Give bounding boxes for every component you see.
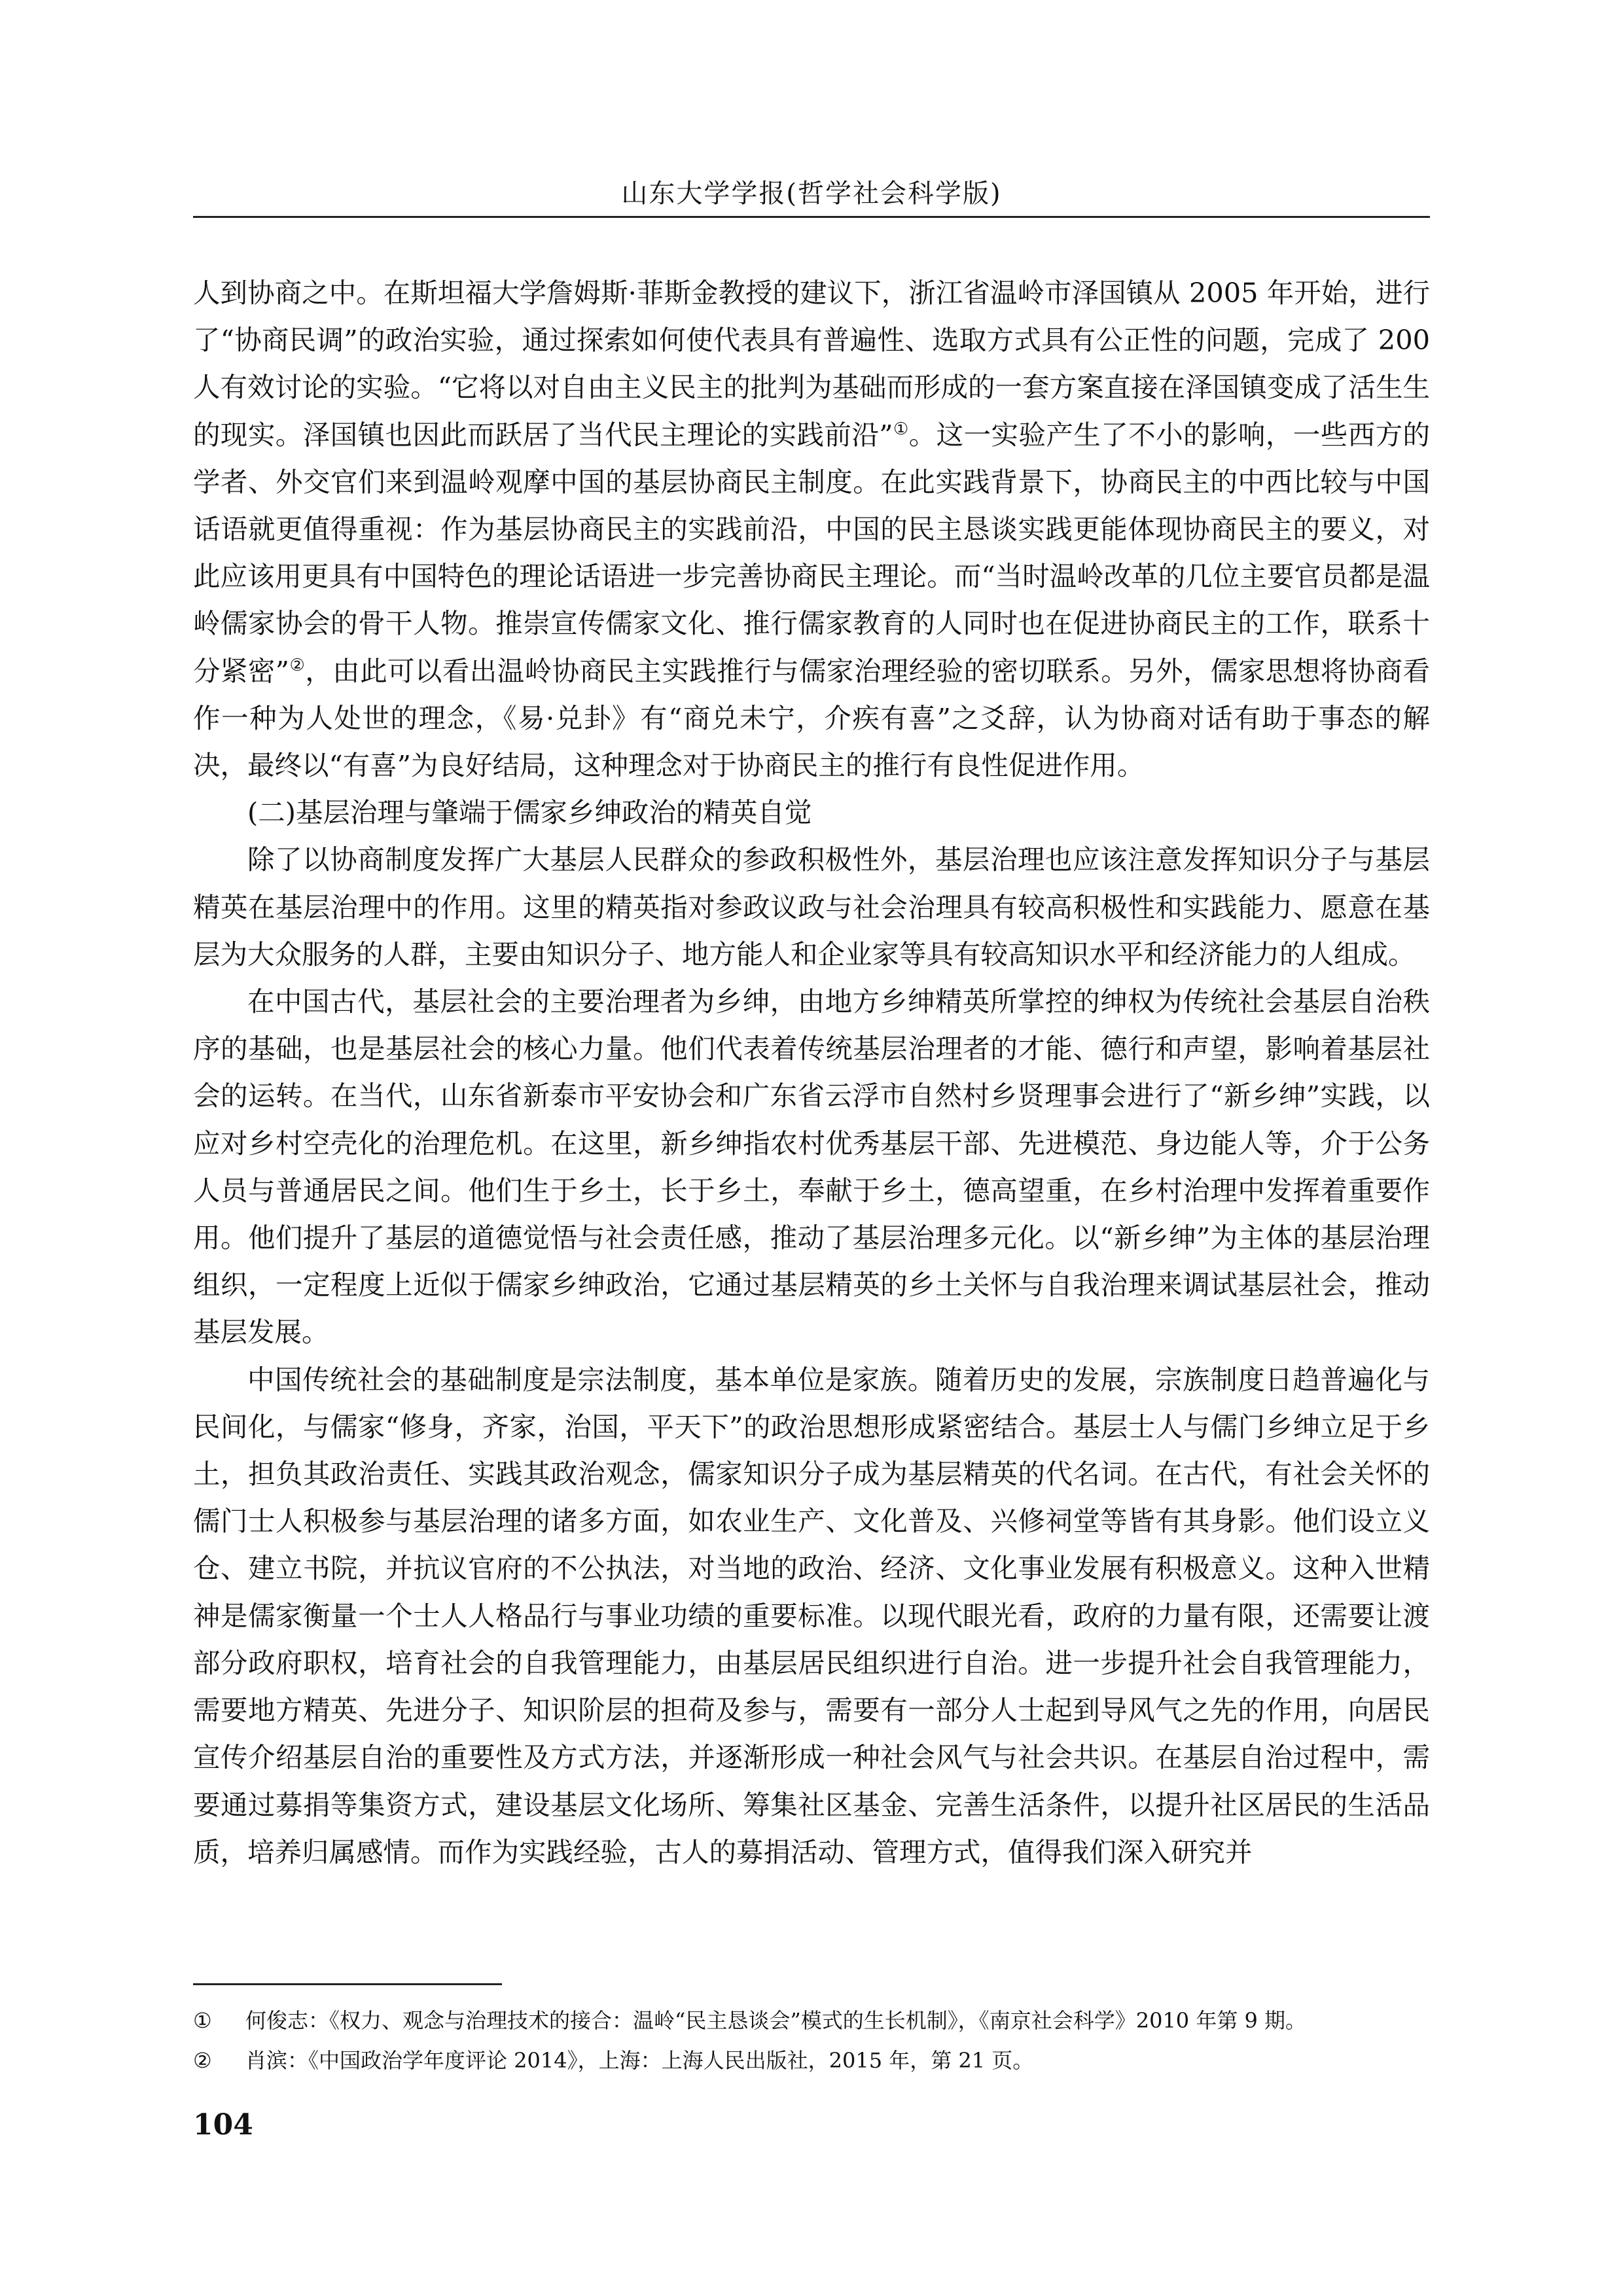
footnote-2-mark: ② (193, 2048, 212, 2073)
footnote-1-text: 何俊志：《权力、观念与治理技术的接合：温岭“民主恳谈会”模式的生长机制》，《南京社会科学》2010 年第 9 期。 (245, 2008, 1307, 2033)
footnote-ref-1: ① (893, 419, 909, 439)
footnote-2-text: 肖滨：《中国政治学年度评论 2014》，上海：上海人民出版社，2015 年，第 21 页。 (245, 2048, 1034, 2073)
page-number: 104 (193, 2108, 253, 2142)
paragraph-4: 中国传统社会的基础制度是宗法制度，基本单位是家族。随着历史的发展，宗族制度日趋普遍化与民间化，与儒家“修身，齐家，治国，平天下”的政治思想形成紧密结合。基层士人与儒门乡绅立足于乡土，担负其政治责任、实践其政治观念，儒家知识分子成为基层精英的代名词。在古代，有社会关怀的儒门士人积极参与基层治理的诸多方面，如农业生产、文化普及、兴修祠堂等皆有其身影。他们设立义仓、建立书院，并抗议官府的不公执法，对当地的政治、经济、文化事业发展有积极意义。这种入世精神是儒家衡量一个士人人格品行与事业功绩的重要标准。以现代眼光看，政府的力量有限，还需要让渡部分政府职权，培育社会的自我管理能力，由基层居民组织进行自治。进一步提升社会自我管理能力，需要地方精英、先进分子、知识阶层的担荷及参与，需要有一部分人士起到导风气之先的作用，向居民宣传介绍基层自治的重要性及方式方法，并逐渐形成一种社会风气与社会共识。在基层自治过程中，需要通过募捐等集资方式，建设基层文化场所、筹集社区基金、完善生活条件，以提升社区居民的生活品质，培养归属感情。而作为实践经验，古人的募捐活动、管理方式，值得我们深入研究并 (193, 1363, 1430, 1868)
footnote-2 (193, 2041, 1430, 2081)
section-heading: (二)基层治理与肇端于儒家乡绅政治的精英自觉 (247, 796, 812, 829)
paragraph-1 (193, 270, 1430, 789)
footnote-rule (193, 1983, 502, 1985)
paragraph-1-part-2: 。这一实验产生了不小的影响，一些西方的学者、外交官们来到温岭观摩中国的基层协商民主制度。在此实践背景下，协商民主的中西比较与中国话语就更值得重视：作为基层协商民主的实践前沿，中国的民主恳谈实践更能体现协商民主的要义，对此应该用更具有中国特色的理论话语进一步完善协商民主理论。而“当时温岭改革的几位主要官员都是温岭儒家协会的骨干人物。推崇宣传儒家文化、推行儒家教育的人同时也在促进协商民主的工作，联系十分紧密” (193, 418, 1431, 687)
paragraph-3: 在中国古代，基层社会的主要治理者为乡绅，由地方乡绅精英所掌控的绅权为传统社会基层自治秩序的基础，也是基层社会的核心力量。他们代表着传统基层治理者的才能、德行和声望，影响着基层社会的运转。在当代，山东省新泰市平安协会和广东省云浮市自然村乡贤理事会进行了“新乡绅”实践，以应对乡村空壳化的治理危机。在这里，新乡绅指农村优秀基层干部、先进模范、身边能人等，介于公务人员与普通居民之间。他们生于乡土，长于乡土，奉献于乡土，德高望重，在乡村治理中发挥着重要作用。他们提升了基层的道德觉悟与社会责任感，推动了基层治理多元化。以“新乡绅”为主体的基层治理组织，一定程度上近似于儒家乡绅政治，它通过基层精英的乡土关怀与自我治理来调试基层社会，推动基层发展。 (193, 985, 1430, 1349)
paragraph-1-part-1: 人到协商之中。在斯坦福大学詹姆斯·菲斯金教授的建议下，浙江省温岭市泽国镇从 2005 年开始，进行了“协商民调”的政治实验，通过探索如何使代表具有普遍性、选取方式具有公正性的问题，完成了 200 人有效讨论的实验。“它将以对自由主义民主的批判为基础而形成的一套方案直接在泽国镇变成了活生生的现实。泽国镇也因此而跃居了当代民主理论的实践前沿” (193, 277, 1430, 451)
body-text (193, 270, 1430, 1876)
running-header: 山东大学学报(哲学社会科学版) (621, 179, 1002, 209)
footnotes (193, 2001, 1430, 2081)
header-rule (193, 216, 1430, 218)
footnote-1-mark: ① (193, 2008, 212, 2033)
footnote-ref-2: ② (289, 655, 306, 675)
paragraph-2: 除了以协商制度发挥广大基层人民群众的参政积极性外，基层治理也应该注意发挥知识分子与基层精英在基层治理中的作用。这里的精英指对参政议政与社会治理具有较高积极性和实践能力、愿意在基层为大众服务的人群，主要由知识分子、地方能人和企业家等具有较高知识水平和经济能力的人组成。 (193, 843, 1430, 970)
paragraph-1-part-3: ，由此可以看出温岭协商民主实践推行与儒家治理经验的密切联系。另外，儒家思想将协商看作一种为人处世的理念，《易·兑卦》有“商兑未宁，介疾有喜”之爻辞，认为协商对话有助于事态的解决，最终以“有喜”为良好结局，这种理念对于协商民主的推行有良性促进作用。 (193, 654, 1430, 782)
footnote-1 (193, 2001, 1430, 2041)
